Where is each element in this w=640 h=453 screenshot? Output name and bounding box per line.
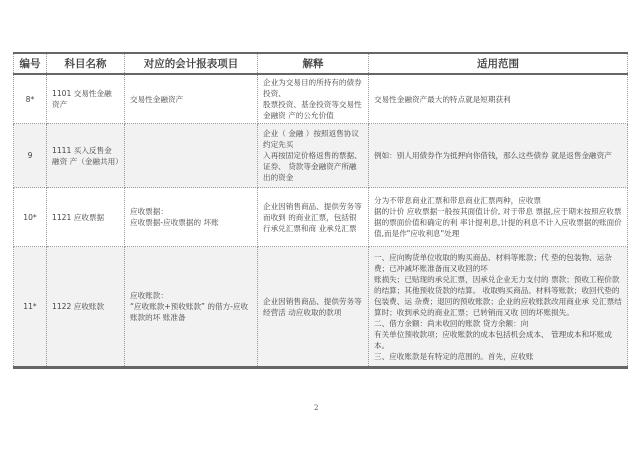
report-item [125, 124, 258, 188]
scope-line: 账损失；已贴现的承兑汇票，因承兑企业无力支付的 票款；预收工程价款的结算；其他预收货款的结算。 收取购买商品、材料等账款；收回代垫的包装费、运 杂费；退回的预收账款；企业的应收账款改用商业承 兑汇票结算时；收到承兑的商业汇票；已转销而又收 回的坏账损失。 [374, 274, 622, 317]
accounts-table [13, 52, 628, 369]
header-scope: 适用范围 [369, 53, 628, 74]
row-number: 11* [14, 247, 47, 368]
header-number: 编号 [14, 53, 47, 74]
header-report-item: 对应的会计报表项目 [125, 53, 258, 74]
explanation-line: 企业（ 金融 ）按照返售协议约定先买 [263, 129, 359, 149]
report-item-line: 应收票据： [130, 207, 168, 216]
table-row [14, 74, 628, 124]
table-row [14, 188, 628, 247]
account-name: 1101 交易性金融资产 [47, 74, 125, 124]
report-item [125, 247, 258, 368]
row-number: 8* [14, 74, 47, 124]
report-item [125, 188, 258, 247]
explanation [258, 247, 369, 368]
report-item-line: 应收票据-应收票据的 坏账 [130, 218, 219, 227]
table-row [14, 124, 628, 188]
explanation [258, 188, 369, 247]
row-number: 9 [14, 124, 47, 188]
header-explanation: 解释 [258, 53, 369, 74]
explanation-line: 股票投资、基金投资等交易性金融资 产的公允价值 [263, 100, 362, 120]
explanation-line: 企业因销售商品、提供劳务等而收到 的商业汇票，包括银行承兑汇票和商 业承兑汇票 [263, 201, 362, 233]
scope-line: 二、借方余额：尚未收回的账款 贷方余额：向 [374, 318, 529, 328]
report-item-line: “应收账款+预收账款” 的借方-应收账款的坏 账准备 [130, 302, 249, 322]
report-item [125, 74, 258, 124]
scope [369, 74, 628, 124]
page-number: 2 [314, 404, 319, 412]
report-item-line: 交易性金融资产 [130, 94, 184, 104]
explanation [258, 124, 369, 188]
scope-line: 三、应收账款是有特定的范围的。首先，应收账 [374, 351, 534, 361]
scope-line: 例如：别人用债券作为抵押向你借钱，那么这些债券 就是返售金融资产 [374, 151, 612, 160]
report-item-line: 应收账款： [130, 291, 168, 300]
account-name: 1122 应收账款 [47, 247, 125, 368]
scope-line: 分为不带息商业汇票和带息商业汇票两种，应收票 [374, 196, 542, 205]
table-row [14, 247, 628, 368]
explanation [258, 74, 369, 124]
table-header-row [14, 53, 628, 74]
scope-line: 据的计价 应收票据一般按其面值计价, 对于带息 票据,应于期末按照应收票据的票面价值和确定的利 率计提利息,计提的利息不计入应收票据的账面价 值,而是作"应收利息"处理 [374, 207, 622, 238]
header-account-name: 科目名称 [47, 53, 125, 74]
scope [369, 188, 628, 247]
account-name: 1111 买入反售金融资 产（金融共用） [47, 124, 125, 188]
explanation-line: 入再按固定价格返售的票据、证券、 贷款等金融资产所融出的资金 [263, 151, 362, 182]
scope-line: 交易性金融资产最大的特点就是短期获利 [374, 94, 511, 104]
explanation-line: 企业为交易目的所持有的债券投资、 [263, 78, 362, 98]
scope [369, 124, 628, 188]
scope [369, 247, 628, 368]
scope-line: 有关单位预收款项；应收账款的成本包括机会成本、 管理成本和坏账成本。 [374, 329, 612, 350]
explanation-line: 企业因销售商品、提供劳务等经营活 动应收取的款项 [263, 296, 362, 317]
account-name: 1121 应收票据 [47, 188, 125, 247]
row-number: 10* [14, 188, 47, 247]
scope-line: 一、应向购货单位收取的购买商品、材料等账款；代 垫的包装物、运杂费；已冲减坏账准备而又收回的坏 [374, 252, 612, 273]
